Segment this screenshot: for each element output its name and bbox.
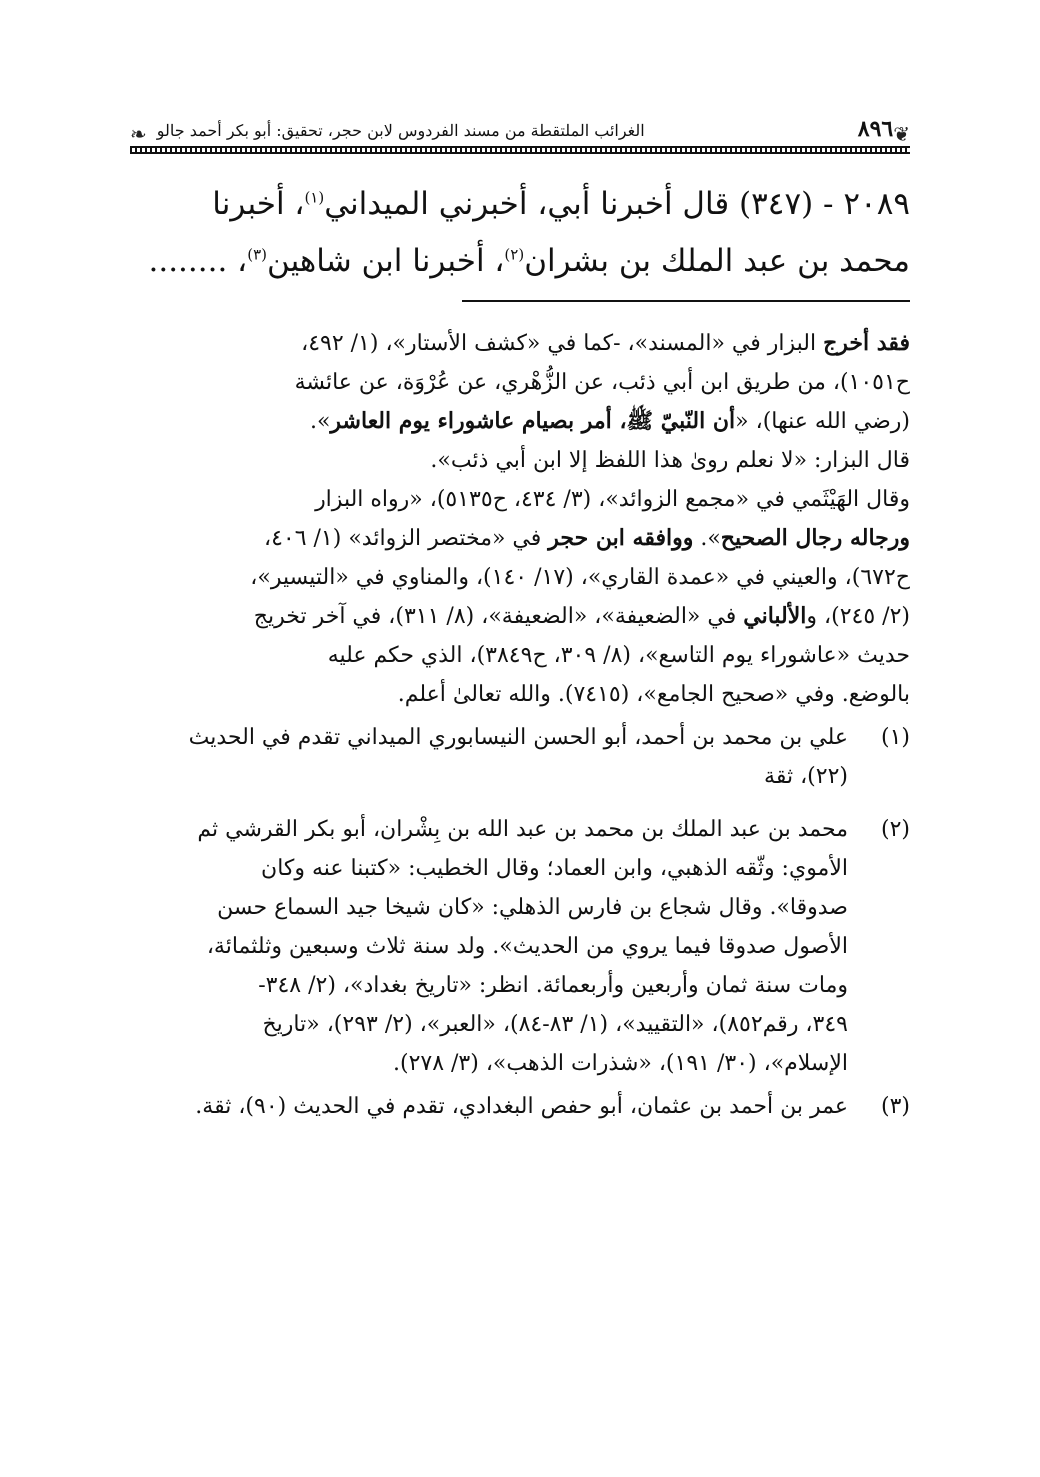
- ornament-right-icon: ❦: [893, 122, 910, 146]
- note-line: بالوضع. وفي «صحيح الجامع»، (٧٤١٥). والله تعالىٰ أعلم.: [397, 682, 910, 707]
- running-header: [130, 108, 910, 144]
- note-line: [135, 324, 910, 363]
- ornament-left-icon: ❧: [130, 122, 147, 146]
- footnote-line: عمر بن أحمد بن عثمان، أبو حفص البغدادي، تقدم في الحديث (٩٠)، ثقة.: [195, 1094, 848, 1119]
- note-text: (رضي الله عنها)، «: [735, 409, 910, 434]
- note-text: ».: [693, 526, 721, 551]
- footnote-ref-3[interactable]: (٣): [247, 245, 267, 264]
- bold-phrase: الألباني: [743, 603, 807, 629]
- footnote-body: [135, 718, 848, 796]
- footnote-2: [135, 810, 910, 1083]
- hadith-line-2-end: ، ........: [148, 243, 248, 279]
- footnote-line: محمد بن عبد الملك بن محمد بن عبد الله بن بِشْران، أبو بكر القرشي ثم: [197, 817, 848, 842]
- header-rule: [130, 146, 910, 154]
- hadith-line-2: [135, 233, 910, 290]
- footnote-line: (٢٢)، ثقة: [764, 764, 848, 789]
- footnote-line: صدوقا». وقال شجاع بن فارس الذهلي: «كان شيخا جيد السماع حسن: [217, 895, 848, 920]
- note-text: في «الضعيفة»، «الضعيفة»، (٨/ ٣١١)، في آخر تخريج: [253, 604, 744, 629]
- page-number: ٨٩٦: [857, 116, 894, 142]
- note-text: في «مختصر الزوائد» (١/ ٤٠٦،: [263, 526, 549, 551]
- footnote-ref-2[interactable]: (٢): [504, 245, 525, 264]
- note-line: ح١٠٥١)، من طريق ابن أبي ذئب، عن الزُّهْري، عن عُرْوَة، عن عائشة: [294, 370, 910, 395]
- footnote-ref-1[interactable]: (١): [304, 188, 325, 207]
- notes-section: [135, 324, 910, 1126]
- note-line: وقال الهَيْثَمي في «مجمع الزوائد»، (٣/ ٤٣٤، ح٥١٣٥)، «رواه البزار: [315, 487, 910, 512]
- note-line: [135, 402, 910, 441]
- hadith-line-2-mid: ، أخبرنا ابن شاهين: [266, 243, 505, 279]
- footnote-line: علي بن محمد بن أحمد، أبو الحسن النيسابوري الميداني تقدم في الحديث: [188, 725, 848, 750]
- footnote-3: [135, 1087, 910, 1126]
- footnote-1: [135, 718, 910, 796]
- hadith-matn-bold: أن النّبيّ ﷺ، أمر بصيام عاشوراء يوم العاشر: [330, 408, 736, 434]
- note-line: [135, 519, 910, 558]
- hadith-line-2-text: محمد بن عبد الملك بن بشران: [524, 243, 910, 279]
- footnote-line: ٣٤٩، رقم٨٥٢)، «التقييد»، (١/ ٨٣-٨٤)، «العبر»، (٢/ ٢٩٣)، «تاريخ: [262, 1012, 848, 1037]
- note-line: حديث «عاشوراء يوم التاسع»، (٨/ ٣٠٩، ح٣٨٤٩)، الذي حكم عليه: [327, 643, 910, 668]
- hadith-line-1: [135, 176, 910, 233]
- note-text: (٢/ ٢٤٥)، و: [806, 604, 910, 629]
- takhrij-paragraph: [135, 324, 910, 714]
- bold-phrase: ورجاله رجال الصحيح: [720, 525, 910, 551]
- note-text: ».: [309, 409, 331, 434]
- note-text: البزار في «المسند»، -كما في «كشف الأستار»، (١/ ٤٩٢،: [301, 331, 824, 356]
- footnote-body: [135, 810, 848, 1083]
- footnote-number: (١): [880, 725, 910, 750]
- footnote-line: الأموي: وثّقه الذهبي، وابن العماد؛ وقال الخطيب: «كتبنا عنه وكان: [261, 856, 848, 881]
- note-line: ح٦٧٢)، والعيني في «عمدة القاري»، (١٧/ ١٤٠)، والمناوي في «التيسير»،: [250, 565, 910, 590]
- footnote-line: الأصول صدوقا فيما يروي من الحديث». ولد سنة ثلاث وسبعين وثلثمائة،: [206, 934, 848, 959]
- footnote-line: ومات سنة ثمان وأربعين وأربعمائة. انظر: «تاريخ بغداد»، (٢/ ٣٤٨-: [258, 973, 848, 998]
- hadith-line-1-text: ٢٠٨٩ - (٣٤٧) قال أخبرنا أبي، أخبرني الميداني: [324, 186, 910, 222]
- bold-phrase: ووافقه ابن حجر: [548, 525, 694, 551]
- header-title: الغرائب الملتقطة من مسند الفردوس لابن حجر، تحقيق: أبو بكر أحمد جالو: [156, 121, 645, 140]
- footnote-line: الإسلام»، (٣٠/ ١٩١)، «شذرات الذهب»، (٣/ ٢٧٨).: [392, 1051, 848, 1076]
- bold-phrase: فقد أخرج: [823, 330, 910, 356]
- footnote-number: (٣): [880, 1094, 910, 1119]
- footnote-body: [135, 1087, 848, 1126]
- note-line: [135, 597, 910, 636]
- hadith-line-1-end: ، أخبرنا: [212, 186, 305, 222]
- hadith-text: [135, 176, 910, 290]
- note-line: قال البزار: «لا نعلم روىٰ هذا اللفظ إلا ابن أبي ذئب».: [430, 448, 910, 473]
- footnote-separator: [462, 300, 910, 302]
- footnote-number: (٢): [880, 817, 910, 842]
